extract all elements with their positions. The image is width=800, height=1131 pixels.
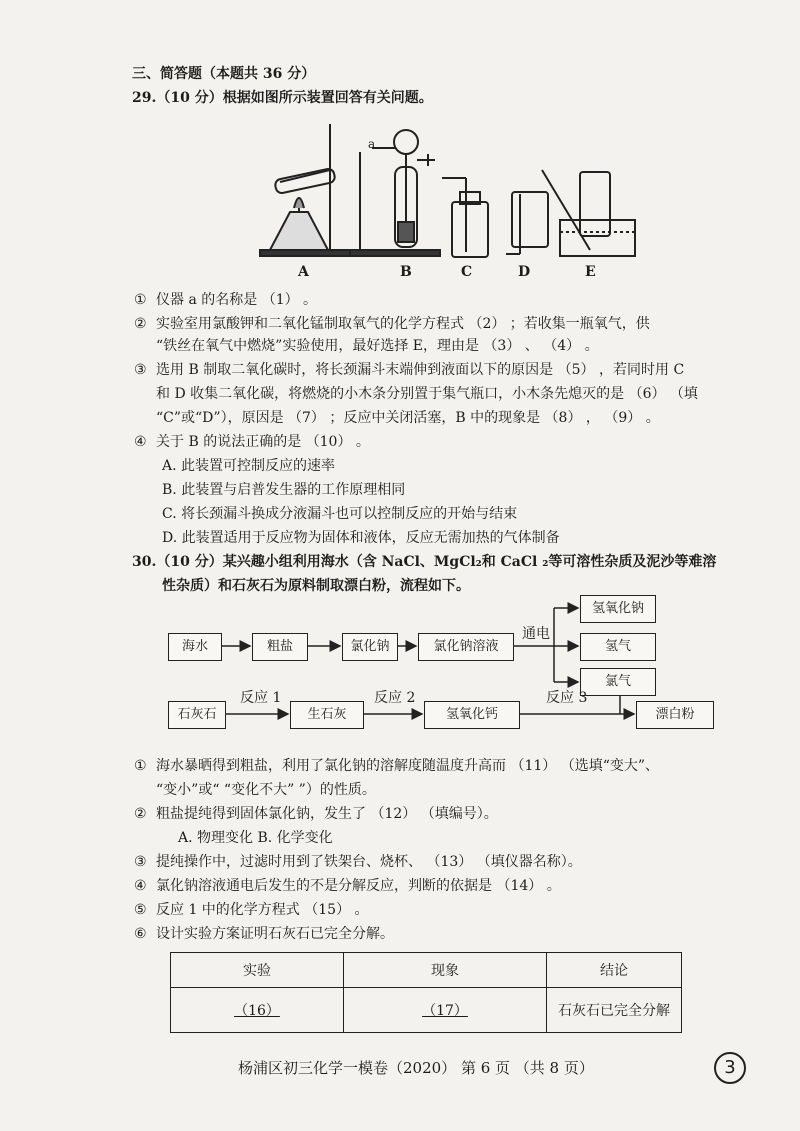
apparatus-marker: a (368, 137, 376, 151)
q30-item-2: ② 粗盐提纯得到固体氯化钠，发生了 （12） （填编号）。 (134, 806, 498, 822)
apparatus-d (506, 192, 548, 254)
flow-box-crude-salt: 粗盐 (252, 633, 308, 661)
flow-box-nacl: 氯化钠 (342, 633, 398, 661)
table-cell: 石灰石已完全分解 (547, 988, 682, 1033)
table-row (171, 988, 682, 1033)
q30-item-4: ④ 氯化钠溶液通电后发生的不是分解反应，判断的依据是 （14） 。 (134, 878, 561, 894)
q29-option-b: B. 此装置与启普发生器的工作原理相同 (162, 482, 406, 498)
flow-box-nacl-solution: 氯化钠溶液 (418, 633, 514, 661)
label-b: B (400, 264, 412, 280)
table-header-row (171, 953, 682, 988)
section-title: 三、简答题（本题共 36 分） (132, 66, 316, 82)
label-c: C (461, 264, 473, 280)
q30-item-5: ⑤ 反应 1 中的化学方程式 （15） 。 (134, 902, 369, 918)
flow-box-caoh2: 氢氧化钙 (424, 701, 520, 729)
flow-box-seawater: 海水 (168, 633, 222, 661)
q29-option-c: C. 将长颈漏斗换成分液漏斗也可以控制反应的开始与结束 (162, 506, 518, 522)
flow-reaction-2: 反应 2 (374, 690, 416, 706)
table-cell: （17） (344, 988, 547, 1033)
label-e: E (585, 264, 596, 280)
label-a: A (298, 264, 309, 280)
q30-item-1: ① 海水暴晒得到粗盐，利用了氯化钠的溶解度随温度升高而 （11） （选填“变大”、 (134, 758, 660, 774)
flow-box-chlorine: 氯气 (580, 668, 656, 696)
apparatus-c (442, 178, 488, 257)
page-footer: 杨浦区初三化学一模卷（2020） 第 6 页 （共 8 页） (238, 1059, 594, 1077)
flow-box-limestone: 石灰石 (168, 701, 226, 729)
q29-item-1: ① 仪器 a 的名称是 （1） 。 (134, 292, 318, 308)
q30-item-6: ⑥ 设计实验方案证明石灰石已完全分解。 (134, 926, 394, 942)
flow-box-naoh: 氢氧化钠 (580, 595, 656, 623)
table-header-cell: 实验 (171, 953, 344, 988)
label-d: D (518, 264, 531, 280)
apparatus-e (542, 170, 635, 256)
q29-item-4: ④ 关于 B 的说法正确的是 （10） 。 (134, 434, 370, 450)
q29-item-3-line-2: 和 D 收集二氧化碳，将燃烧的小木条分别置于集气瓶口，小木条先熄灭的是 （6） （填 (156, 386, 698, 402)
q29-item-2: ② 实验室用氯酸钾和二氧化锰制取氧气的化学方程式 （2） ；若收集一瓶氧气，供 (134, 316, 650, 332)
q30-item-2-options: A. 物理变化 B. 化学变化 (178, 830, 333, 846)
apparatus-b (350, 130, 440, 256)
q29-option-d: D. 此装置适用于反应物为固体和液体，反应无需加热的气体制备 (162, 530, 560, 546)
experiment-table (170, 952, 682, 1033)
q29-stem: 29.（10 分）根据如图所示装置回答有关问题。 (132, 90, 433, 106)
q29-item-3: ③ 选用 B 制取二氧化碳时，将长颈漏斗末端伸到液面以下的原因是 （5） ，若同时用 C (134, 362, 685, 378)
flow-electrolysis-label: 通电 (522, 626, 550, 642)
q30-stem-line-1: 30.（10 分）某兴趣小组利用海水（含 NaCl、MgCl₂和 CaCl ₂等可溶性杂质及泥沙等难溶 (132, 554, 717, 570)
flow-reaction-3: 反应 3 (546, 690, 588, 706)
table-cell: （16） (171, 988, 344, 1033)
flow-reaction-1: 反应 1 (240, 690, 282, 706)
apparatus-a (260, 124, 350, 256)
q29-item-2-line-2: “铁丝在氧气中燃烧”实验使用，最好选择 E，理由是 （3） 、 （4） 。 (156, 338, 599, 354)
q29-option-a: A. 此装置可控制反应的速率 (162, 458, 336, 474)
flow-box-bleaching-powder: 漂白粉 (636, 701, 714, 729)
q30-item-3: ③ 提纯操作中，过滤时用到了铁架台、烧杯、 （13） （填仪器名称）。 (134, 854, 582, 870)
apparatus-figure (230, 112, 650, 282)
flow-box-hydrogen: 氢气 (580, 633, 656, 661)
table-header-cell: 结论 (547, 953, 682, 988)
page-number-mark: 3 (714, 1052, 746, 1084)
q29-item-3-line-3: “C”或“D”），原因是 （7） ；反应中关闭活塞，B 中的现象是 （8） ， （9） 。 (156, 410, 660, 426)
q30-item-1-line-2: “变小”或“ “变化不大” ”）的性质。 (156, 782, 376, 798)
table-header-cell: 现象 (344, 953, 547, 988)
q30-stem-line-2: 性杂质）和石灰石为原料制取漂白粉，流程如下。 (162, 578, 470, 594)
flow-box-quicklime: 生石灰 (290, 701, 364, 729)
